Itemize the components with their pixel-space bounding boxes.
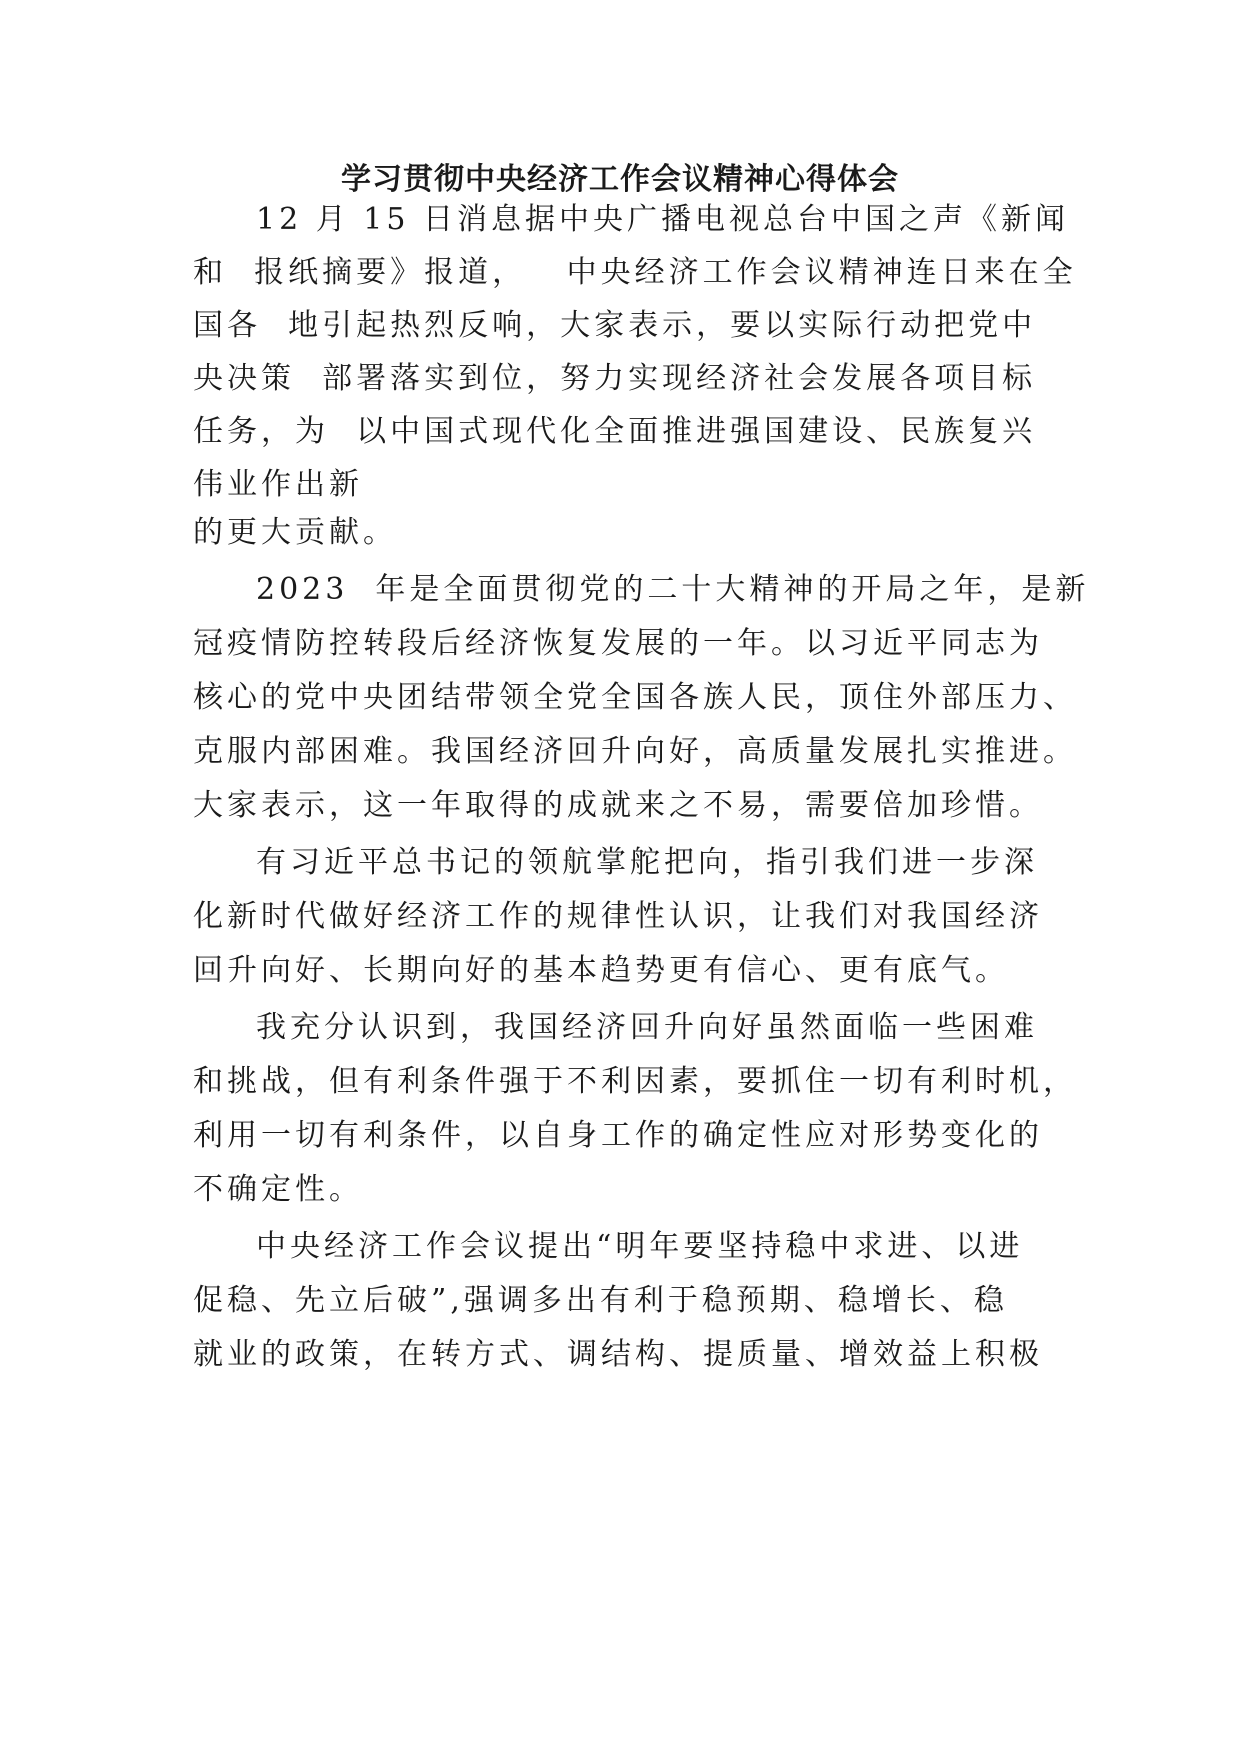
paragraph-5-line-2: 促稳、先立后破”,强调多出有利于稳预期、稳增长、稳 [193, 1283, 1008, 1318]
paragraph-3-line-2: 化新时代做好经济工作的规律性认识，让我们对我国经济 [193, 899, 1043, 934]
document-title: 学习贯彻中央经济工作会议精神心得体会 [341, 162, 899, 197]
paragraph-4-line-3: 利用一切有利条件，以自身工作的确定性应对形势变化的 [193, 1118, 1043, 1153]
paragraph-5-line-3: 就业的政策，在转方式、调结构、提质量、增效益上积极 [193, 1337, 1043, 1372]
paragraph-4-line-1: 我充分认识到，我国经济回升向好虽然面临一些困难 [256, 1010, 1038, 1045]
paragraph-2-line-2: 冠疫情防控转段后经济恢复发展的一年。以习近平同志为 [193, 626, 1043, 661]
paragraph-1-line-1: 12 月 15 日消息据中央广播电视总台中国之声《新闻 [256, 202, 1069, 237]
paragraph-1-line-7: 的更大贡献。 [193, 515, 397, 550]
paragraph-2-line-5: 大家表示，这一年取得的成就来之不易，需要倍加珍惜。 [193, 788, 1043, 823]
paragraph-2-line-3: 核心的党中央团结带领全党全国各族人民，顶住外部压力、 [193, 680, 1077, 715]
paragraph-1-line-2: 和 报纸摘要》报道， 中央经济工作会议精神连日来在全 [193, 255, 1077, 290]
paragraph-2-line-4: 克服内部困难。我国经济回升向好，高质量发展扎实推进。 [193, 734, 1077, 769]
paragraph-4-line-4: 不确定性。 [193, 1172, 363, 1207]
paragraph-1-line-4: 央决策 部署落实到位，努力实现经济社会发展各项目标 [193, 361, 1037, 396]
paragraph-1-line-5: 任务，为 以中国式现代化全面推进强国建设、民族复兴 [193, 414, 1037, 449]
paragraph-4-line-2: 和挑战，但有利条件强于不利因素，要抓住一切有利时机， [193, 1064, 1077, 1099]
paragraph-5-line-1: 中央经济工作会议提出“明年要坚持稳中求进、以进 [256, 1229, 1024, 1264]
paragraph-3-line-1: 有习近平总书记的领航掌舵把向，指引我们进一步深 [256, 845, 1038, 880]
paragraph-1-line-6: 伟业作出新 [193, 467, 363, 502]
paragraph-2-line-1: 2023 年是全面贯彻党的二十大精神的开局之年，是新 [256, 572, 1090, 607]
paragraph-1-line-3: 国各 地引起热烈反响，大家表示，要以实际行动把党中 [193, 308, 1037, 343]
paragraph-3-line-3: 回升向好、长期向好的基本趋势更有信心、更有底气。 [193, 953, 1009, 988]
